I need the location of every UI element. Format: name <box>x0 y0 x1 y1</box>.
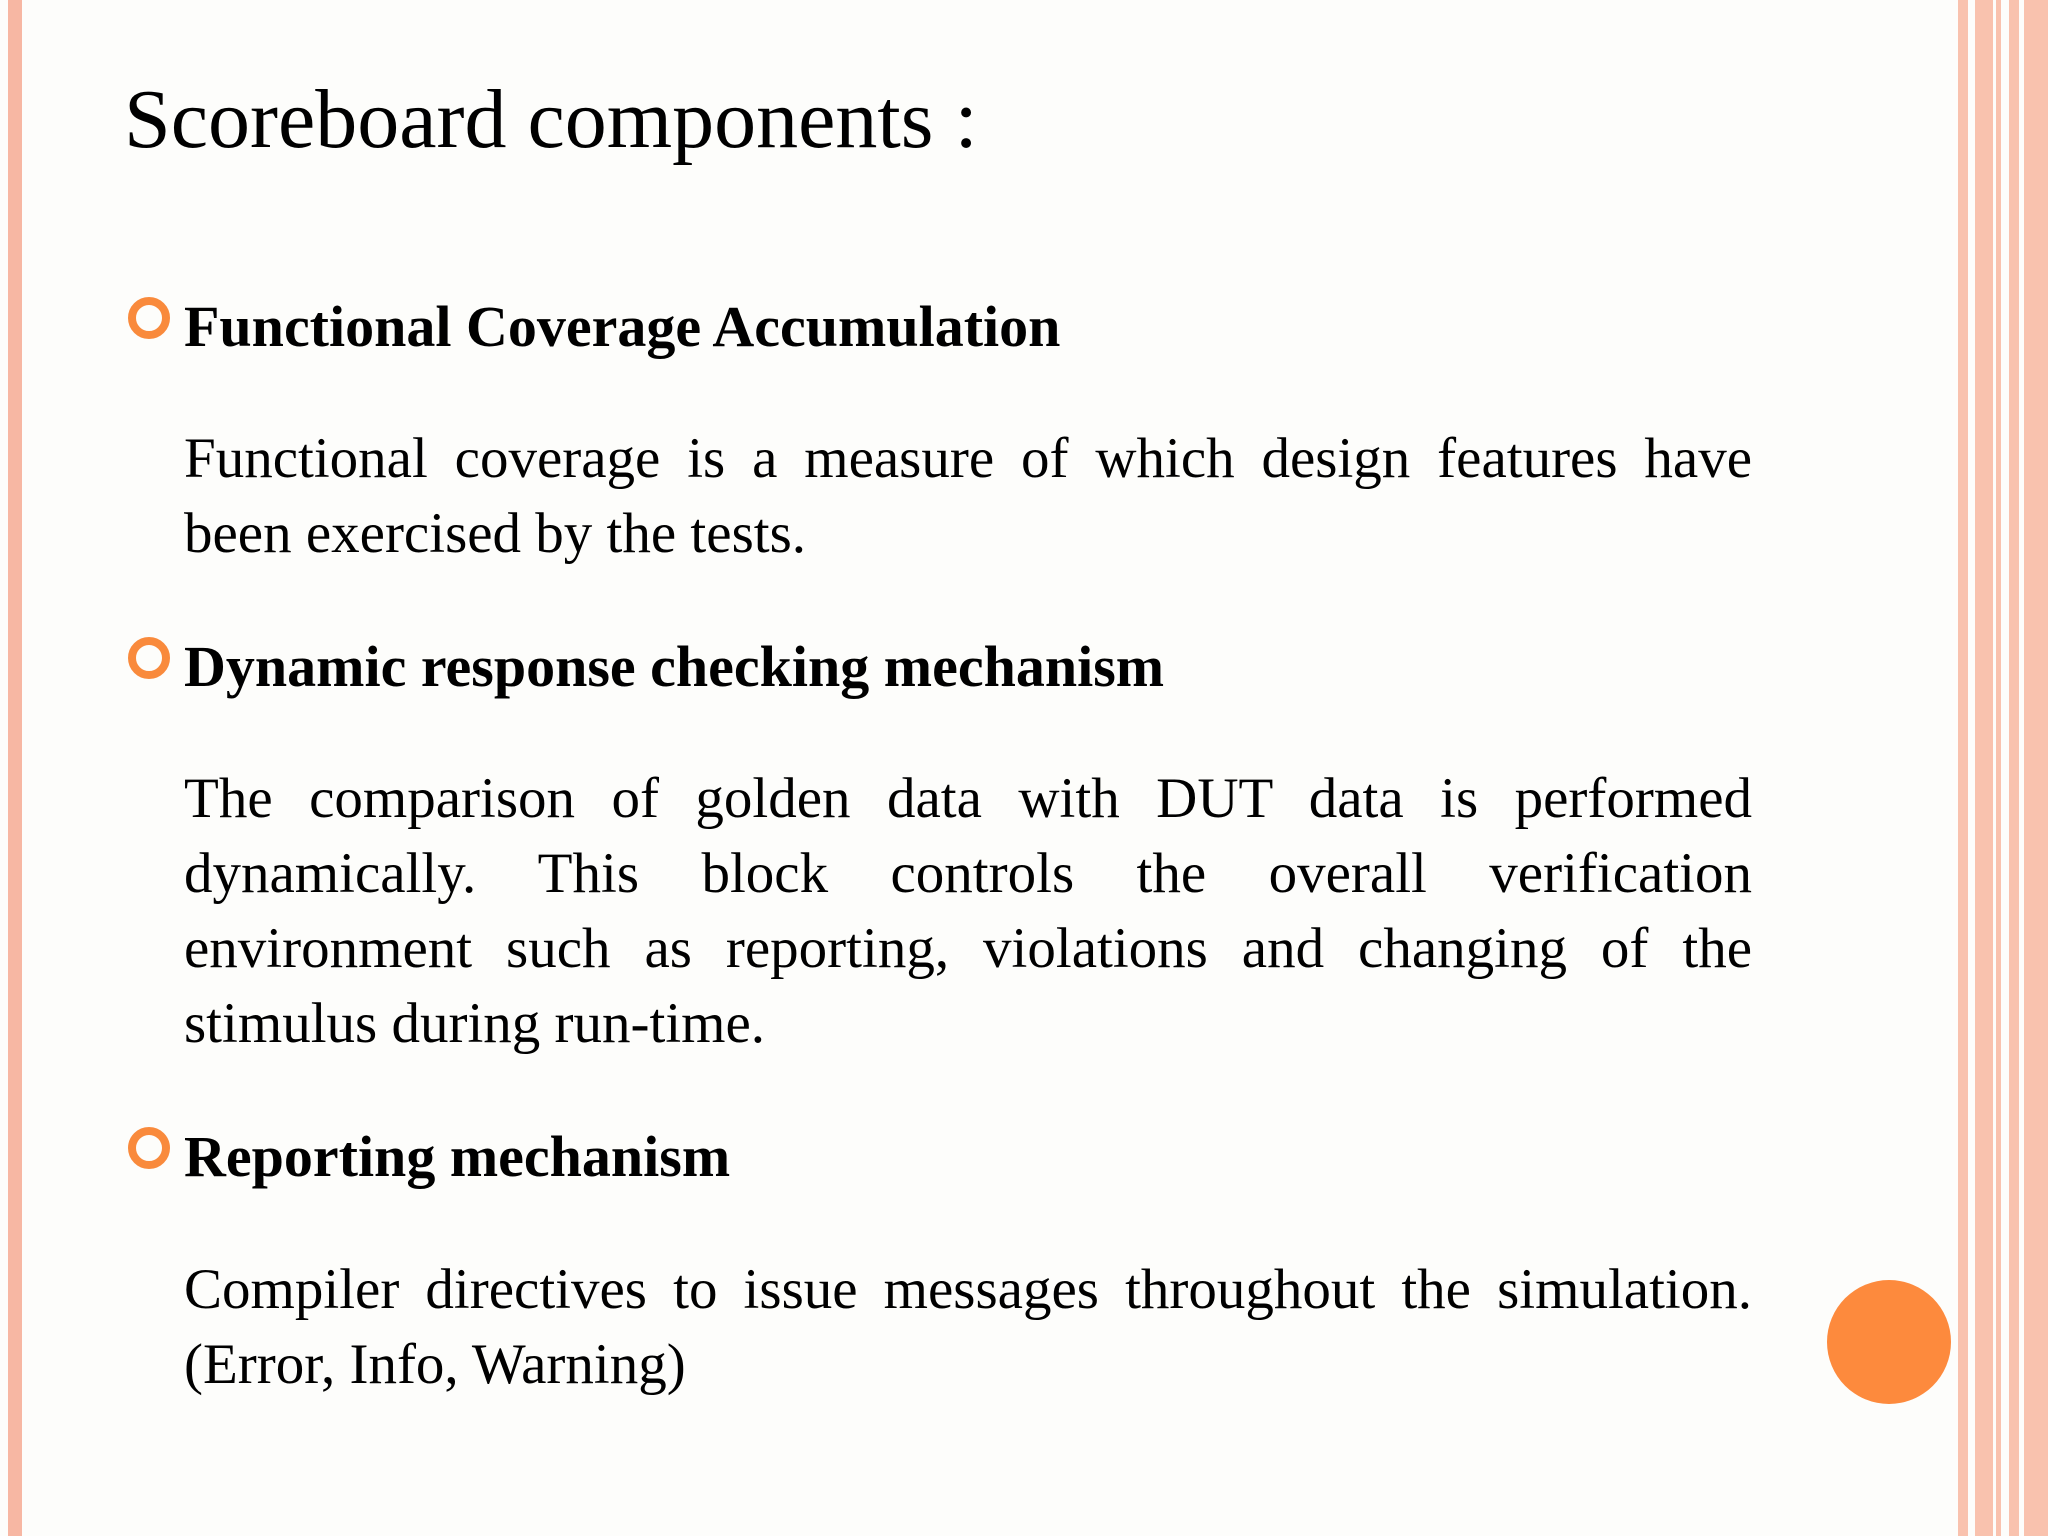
right-border-stripe <box>1958 0 1968 1536</box>
bullet-heading-functional-coverage: Functional Coverage Accumulation <box>184 294 1061 359</box>
ring-bullet-icon <box>128 297 170 339</box>
right-border-stripe <box>1996 0 2001 1536</box>
slide-title: Scoreboard components : <box>124 73 978 166</box>
bullet-body-dynamic-response: The comparison of golden data with DUT data is performed dynamically. This block controls the overall verification environment such as reporting, violations and changing of the stimulus during run-time. <box>184 767 1752 1055</box>
bullet-heading-dynamic-response: Dynamic response checking mechanism <box>184 634 1165 699</box>
bullet-body-functional-coverage: Functional coverage is a measure of which design features have been exercised by the tests. <box>184 427 1752 565</box>
right-border-stripe <box>2009 0 2019 1536</box>
bullet-heading-reporting: Reporting mechanism <box>184 1124 731 1189</box>
ring-bullet-icon <box>128 637 170 679</box>
accent-circle-decoration <box>1827 1280 1951 1404</box>
left-border-stripe <box>8 0 22 1536</box>
ring-bullet-icon <box>128 1127 170 1169</box>
bullet-body-reporting: Compiler directives to issue messages throughout the simulation. (Error, Info, Warning) <box>184 1258 1752 1396</box>
right-border-stripe <box>2024 0 2048 1536</box>
right-border-stripe <box>1975 0 1993 1536</box>
